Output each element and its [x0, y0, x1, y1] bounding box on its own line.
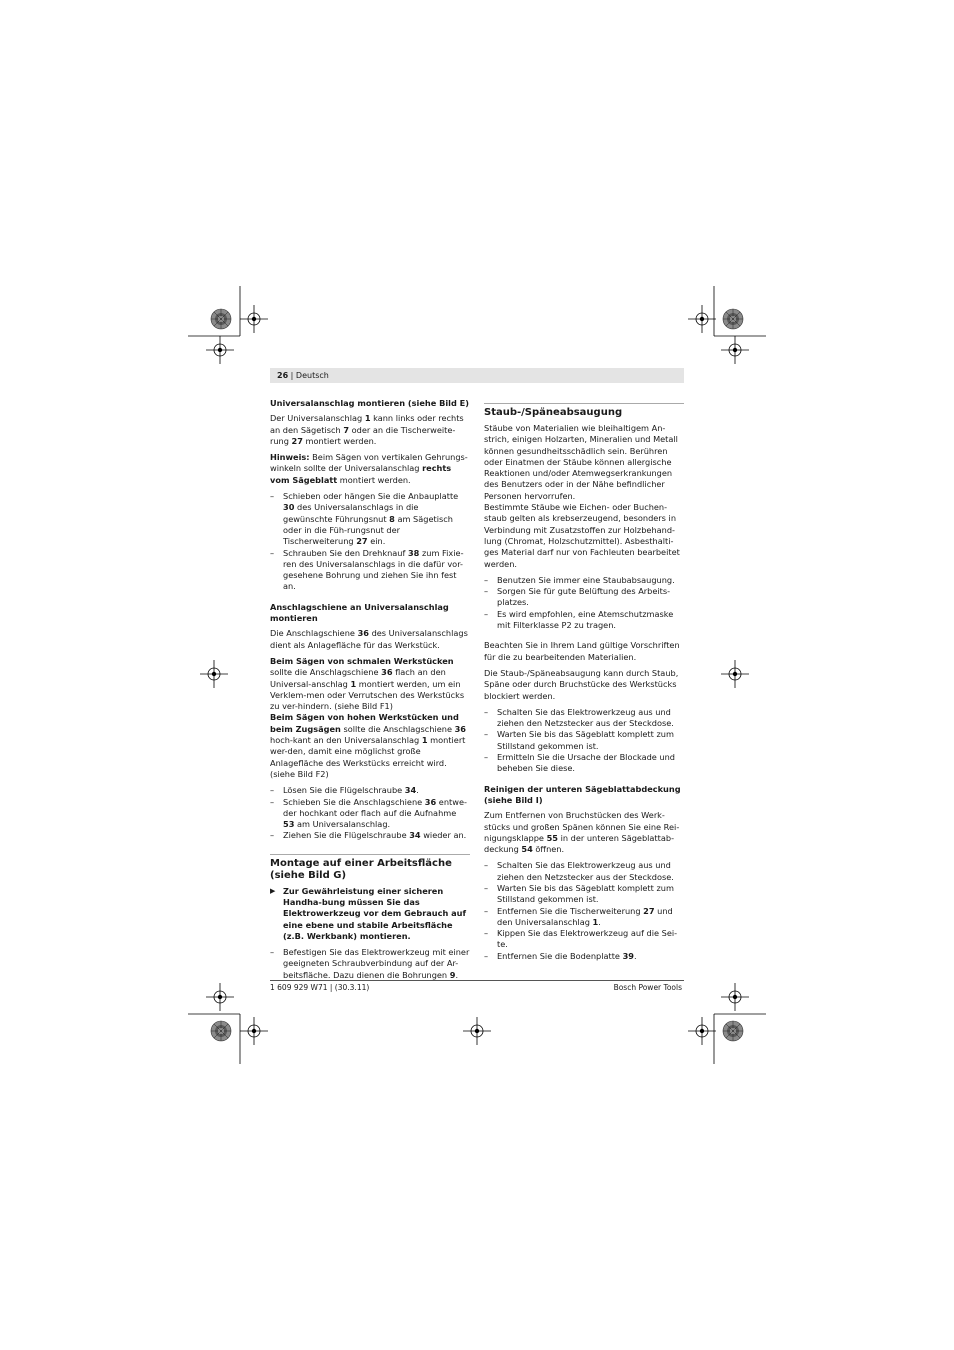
text-run: . [455, 969, 459, 980]
bold-ref: 27 [291, 435, 303, 446]
bold-ref: 1 [364, 413, 371, 424]
bold-ref: 34 [404, 785, 417, 796]
text-run: Sorgen Sie für gute Belüftung des Arbeits-platzes. [497, 586, 671, 608]
heading-anschlagschiene: Anschlagschiene an Universalanschlag montieren [270, 601, 449, 624]
bold-ref: 38 [407, 547, 420, 558]
bold-ref: 1 [350, 678, 357, 689]
text-run: ein. [367, 536, 386, 547]
list-item [484, 906, 684, 929]
bold-ref: 53 [283, 819, 295, 830]
paragraph [270, 628, 470, 651]
bold-ref: 8 [389, 513, 395, 524]
heading-montage: Montage auf einer Arbeitsfläche (siehe Bild G) [270, 854, 470, 882]
heading-staubabsaugung: Staub-/Späneabsaugung [484, 403, 684, 419]
text-run: montiert werden. [337, 474, 411, 485]
text-run: Schalten Sie das Elektrowerkzeug aus und ziehen den Netzstecker aus der Steckdose. [497, 860, 674, 882]
text-run: am Sägetisch oder in die Füh-rungsnut der Tischerweiterung [283, 513, 453, 547]
bold-ref: 39 [622, 950, 634, 961]
color-target-icon [211, 309, 231, 329]
registration-mark-icon [206, 336, 234, 364]
list-item [484, 860, 684, 883]
bold-ref: Beim Sägen von hohen Werkstücken und beim Zugsägen [270, 712, 459, 734]
text-run: Warten Sie bis das Sägeblatt komplett zum Stillstand gekommen ist. [497, 729, 674, 751]
step-list [484, 860, 684, 962]
registration-mark-icon [206, 983, 234, 1011]
paragraph [270, 656, 470, 712]
list-item [484, 883, 684, 906]
bold-ref: 55 [546, 832, 558, 843]
list-item [270, 491, 470, 547]
text-run: . [633, 950, 637, 961]
text-run: Schieben Sie die Anschlagschiene [283, 796, 425, 807]
text-run: Beim Sägen von vertikalen Gehrungs-winkeln sollte der Universalanschlag [270, 452, 468, 474]
text-run: Schrauben Sie den Drehknauf [283, 547, 408, 558]
text-run: montiert wer-den, damit eine möglichst große Anlagefläche des Werkstücks erreicht wird. (siehe Bild F2) [270, 735, 466, 779]
warning-list [270, 886, 470, 942]
list-item [484, 586, 684, 609]
bold-ref: 7 [343, 424, 350, 435]
bold-ref: Hinweis: [270, 452, 310, 463]
text-run: hoch-kant an den Universalanschlag [270, 735, 422, 746]
text-run: entwe-der hochkant oder flach auf die Aufnahme [283, 796, 467, 818]
text-run: Kippen Sie das Elektrowerkzeug auf die Sei-te. [497, 928, 678, 950]
text-run: montiert werden. [302, 435, 377, 446]
text-run: Entfernen Sie die Bodenplatte [497, 950, 623, 961]
bold-ref: 36 [357, 628, 369, 639]
registration-mark-icon [721, 983, 749, 1011]
list-item [484, 609, 684, 632]
paragraph: Die Staub-/Späneabsaugung kann durch Staub, Späne oder durch Bruchstücke des Werkstücks blockiert werden. [484, 667, 679, 701]
text-run: Ziehen Sie die Flügelschraube [283, 830, 410, 841]
list-item [270, 548, 470, 593]
bold-ref: 54 [521, 844, 533, 855]
text-run: öffnen. [532, 844, 565, 855]
bold-ref: 1 [421, 735, 428, 746]
text-run: in der unteren Sägeblattab-deckung [484, 832, 675, 855]
color-target-icon [723, 309, 743, 329]
bold-ref: 36 [381, 667, 393, 678]
list-item [484, 729, 684, 752]
registration-mark-icon [240, 305, 268, 333]
text-run: sollte die Anschlagschiene [340, 723, 455, 734]
bold-ref: rechts vom Sägeblatt [270, 463, 452, 485]
registration-mark-icon [688, 305, 716, 333]
step-list [484, 575, 684, 631]
paragraph [484, 810, 684, 855]
list-item [270, 785, 470, 796]
registration-mark-icon [463, 1017, 491, 1045]
bold-ref: 30 [283, 502, 295, 513]
page-header-text [277, 370, 329, 381]
text-run: Lösen Sie die Flügelschraube [283, 785, 405, 796]
list-item [484, 752, 684, 775]
warning-item [270, 886, 470, 942]
page-number: 26 [277, 371, 289, 380]
text-run: Schieben oder hängen Sie die Anbauplatte [283, 491, 459, 502]
text-run: des Universalanschlags dient als Anlagefläche für das Werkstück. [270, 628, 468, 650]
list-item [484, 575, 684, 586]
bold-ref: 34 [409, 830, 421, 841]
list-item [270, 947, 470, 981]
text-run: und den Universalanschlag [497, 905, 673, 927]
text-run: am Universalanschlag. [294, 819, 391, 830]
text-run: wieder an. [420, 830, 467, 841]
registration-mark-icon [688, 1017, 716, 1045]
header-separator: | [288, 371, 296, 380]
registration-mark-icon [721, 660, 749, 688]
text-run: . [598, 916, 601, 927]
step-list [270, 785, 470, 841]
note-paragraph [270, 452, 470, 486]
left-column [270, 398, 470, 986]
color-target-icon [211, 1021, 231, 1041]
warning-text: Zur Gewährleistung einer sicheren Handha-bung müssen Sie das Elektrowerkzeug vor dem Gebrauch auf eine ebene und stabile Arbeitsfläche (z.B. Werkbank) montieren. [283, 885, 467, 941]
step-list [270, 947, 470, 981]
paragraph: Bestimmte Stäube wie Eichen- oder Buchen-staub gelten als krebserzeugend, besonders in Verbindung mit Zusatzstoffen zur Holzbehand-lung (Chromat, Holzschutzmittel). Asbesthalti-ges Material darf nur von Fachleuten bearbeitet werden. [484, 502, 680, 569]
text-run: Der Universalanschlag [270, 413, 365, 424]
text-run: Ermitteln Sie die Ursache der Blockade und beheben Sie diese. [497, 752, 675, 774]
bold-ref: 1 [592, 916, 599, 927]
text-run: Entfernen Sie die Tischerweiterung [497, 905, 644, 916]
warning-arrow-icon: ▶ [270, 886, 276, 895]
color-target-icon [723, 1021, 743, 1041]
paragraph [270, 712, 470, 780]
text-run: Befestigen Sie das Elektrowerkzeug mit einer geeigneten Schraubverbindung auf der Ar-beitsfläche. Dazu dienen die Bohrungen [283, 947, 470, 980]
footer-brand: Bosch Power Tools [613, 983, 682, 992]
text-run: zum Fixie-ren des Universalanschlags in die dafür vor-gesehene Bohrung und ziehen Sie ihn fest an. [283, 547, 464, 592]
bold-ref: 36 [454, 723, 467, 734]
paragraph [270, 413, 470, 447]
step-list [484, 707, 684, 775]
text-run: Es wird empfohlen, eine Atemschutzmaske mit Filterklasse P2 zu tragen. [497, 608, 674, 631]
list-item [484, 928, 684, 951]
text-run: sollte die Anschlagschiene [270, 667, 382, 678]
bold-ref: 27 [356, 536, 368, 547]
text-run: Benutzen Sie immer eine Staubabsaugung. [497, 574, 675, 585]
registration-mark-icon [200, 660, 228, 688]
text-run: Schalten Sie das Elektrowerkzeug aus und ziehen den Netzstecker aus der Steckdose. [497, 706, 674, 729]
paragraph: Beachten Sie in Ihrem Land gültige Vorschriften für die zu bearbeitenden Materialien. [484, 640, 680, 662]
text-run: oder an die Tischerweite-rung [270, 424, 456, 446]
bold-ref: 36 [424, 796, 437, 807]
text-run: Die Anschlagschiene [270, 628, 358, 639]
list-item [270, 797, 470, 831]
text-run: montiert werden, um ein Verklem-men oder Verrutschen des Werkstücks zu ver-hindern. (siehe Bild F1) [270, 678, 465, 712]
heading-universalanschlag: Universalanschlag montieren (siehe Bild E) [270, 398, 470, 408]
list-item [270, 830, 470, 841]
bold-ref: 27 [643, 905, 655, 916]
header-language: Deutsch [295, 371, 329, 380]
step-list [270, 491, 470, 593]
text-run: flach an den Universal-anschlag [270, 667, 446, 689]
page-footer [270, 980, 684, 992]
paragraph: Stäube von Materialien wie bleihaltigem An-strich, einigen Holzarten, Mineralien und Metall können gesundheitsschädlich sein. Berühren oder Einatmen der Stäube können allergische Reaktionen und/oder Atemwegserkrankungen des Benutzers oder in der Nähe befindlicher Personen hervorrufen. [484, 423, 678, 501]
heading-reinigen: Reinigen der unteren Sägeblattabdeckung (siehe Bild I) [484, 783, 681, 805]
bold-ref: 9 [449, 969, 456, 980]
list-item [484, 951, 684, 962]
text-run: des Universalanschlags in die gewünschte Führungsnut [283, 502, 419, 524]
text-run: Zum Entfernen von Bruchstücken des Werk-stücks und großen Spänen können Sie eine Rei-nigungsklappe [484, 810, 680, 843]
bold-ref: Beim Sägen von schmalen Werkstücken [270, 655, 454, 666]
right-column [484, 398, 684, 967]
page-header [270, 368, 684, 383]
list-item [484, 707, 684, 730]
text-run: . [416, 785, 419, 796]
registration-mark-icon [240, 1017, 268, 1045]
text-run: Warten Sie bis das Sägeblatt komplett zum Stillstand gekommen ist. [497, 882, 674, 905]
footer-doc-number: 1 609 929 W71 | (30.3.11) [270, 983, 370, 992]
registration-mark-icon [721, 336, 749, 364]
text-run: kann links oder rechts an den Sägetisch [270, 413, 464, 435]
